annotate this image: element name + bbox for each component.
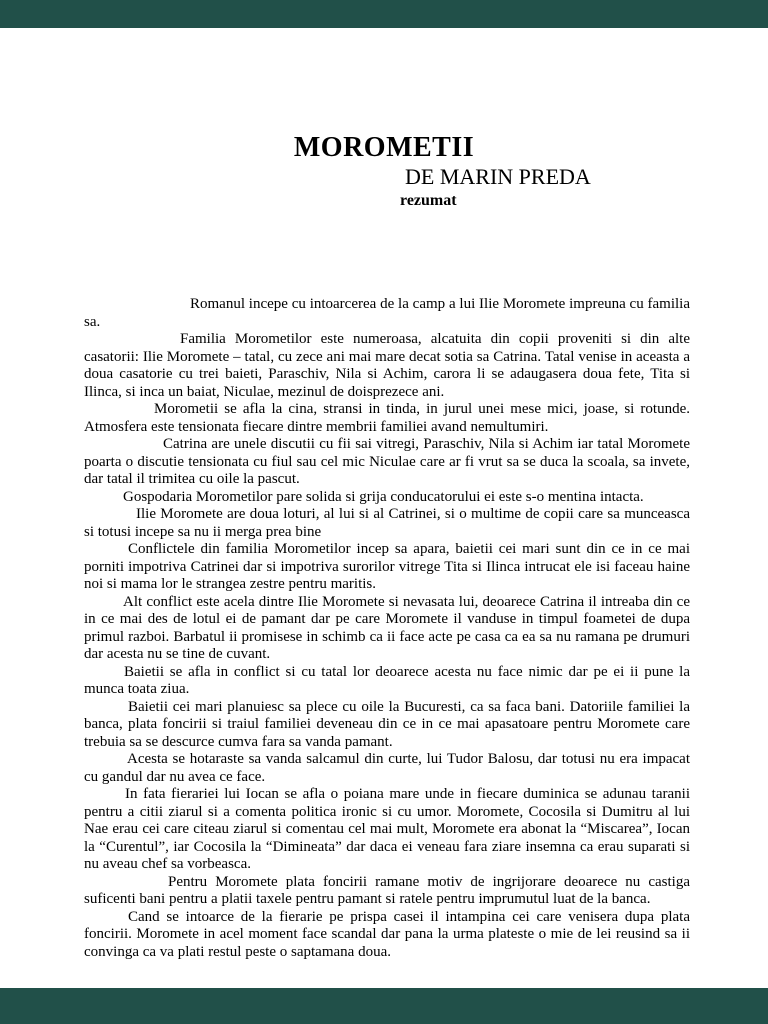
- paragraph: Familia Morometilor este numeroasa, alcatuita din copii proveniti si din alte casatorii: Ilie Moromete – tatal, cu zece ani mai mare decat sotia sa Catrina. Tatal venise in aceasta a doua casatorie cu trei baieti, Paraschiv, Nila si Achim, carora li se adaugasera doua fete, Tita si Ilinca, si inca un baiat, Niculae, mezinul de doisprezece ani.: [84, 331, 690, 400]
- paragraph: Alt conflict este acela dintre Ilie Moromete si nevasata lui, deoarece Catrina il intreaba din ce in ce mai des de lotul ei de pamant dar pe care Moromete il vanduse in timpul foametei de dupa primul razboi. Barbatul ii promisese in schimb ca ii face acte pe casa ca ea sa nu ramana pe drumuri dar acesta nu se tine de cuvant.: [84, 593, 690, 662]
- paragraph: Baietii cei mari planuiesc sa plece cu oile la Bucuresti, ca sa faca bani. Datoriile familiei la banca, plata foncirii si traiul familiei deveneau din ce in ce mai apasatoare pentru Moromete care trebuia sa se descurce cumva fara sa vanda pamant.: [84, 698, 690, 750]
- document-title: MOROMETII: [293, 132, 475, 163]
- title-block: [0, 132, 768, 212]
- viewer-top-bar: [0, 0, 768, 28]
- document-subtitle: rezumat: [400, 192, 457, 209]
- paragraph: Catrina are unele discutii cu fii sai vitregi, Paraschiv, Nila si Achim iar tatal Moromete poarta o discutie tensionata cu fiul sau cel mic Niculae care ar fi vrut sa se duca la scoala, sa invete, dar tatal il trimitea cu oile la pascut.: [84, 436, 690, 487]
- paragraph: Cand se intoarce de la fierarie pe prispa casei il intampina cei care venisera dupa plata foncirii. Moromete in acel moment face scandal dar pana la urma plateste o mie de lei reusind sa ii convinga ca va plati restul peste o saptamana doua.: [84, 908, 690, 960]
- paragraph: Conflictele din familia Morometilor incep sa apara, baietii cei mari sunt din ce in ce mai porniti impotriva Catrinei dar si impotriva surorilor vitrege Tita si Ilinca intrucat ele isi faceau haine noi si mama lor le strangea zestre pentru maritis.: [84, 541, 690, 592]
- paragraph: Romanul incepe cu intoarcerea de la camp a lui Ilie Moromete impreuna cu familia sa.: [84, 296, 690, 330]
- document-author-line: DE MARIN PREDA: [405, 164, 591, 189]
- paragraph: Pentru Moromete plata foncirii ramane motiv de ingrijorare deoarece nu castiga suficenti bani pentru a platii taxele pentru pamant si ratele pentru imprumutul luat de la banca.: [84, 873, 690, 907]
- paragraph: Gospodaria Morometilor pare solida si grija conducatorului ei este s-o mentina intacta.: [123, 488, 644, 505]
- document-page: [0, 28, 768, 988]
- paragraph: In fata fierariei lui Iocan se afla o poiana mare unde in fiecare duminica se adunau taranii pentru a citii ziarul si a comenta politica ironic si cu umor. Moromete, Cocosila si Dumitru al lui Nae erau cei care citeau ziarul si comentau cel mai mult, Moromete era abonat la “Miscarea”, Iocan la “Curentul”, iar Cocosila la “Dimineata” dar daca ei veneau fara ziare insemna ca erau suparati si nu aveau chef sa vorbeasca.: [84, 786, 690, 872]
- paragraph: Acesta se hotaraste sa vanda salcamul din curte, lui Tudor Balosu, dar totusi nu era impacat cu gandul dar nu avea ce face.: [84, 751, 690, 785]
- paragraph: Ilie Moromete are doua loturi, al lui si al Catrinei, si o multime de copii care sa munceasca si totusi incepe sa nu ii merga prea bine: [84, 506, 690, 540]
- paragraph: Baietii se afla in conflict si cu tatal lor deoarece acesta nu face nimic dar pe ei ii pune la munca toata ziua.: [84, 663, 690, 697]
- paragraph: Morometii se afla la cina, stransi in tinda, in jurul unei mese mici, joase, si rotunde. Atmosfera este tensionata fiecare dintre membrii familiei avand nemultumiri.: [84, 401, 690, 435]
- document-body: [84, 296, 690, 961]
- viewer-bottom-bar: [0, 988, 768, 1024]
